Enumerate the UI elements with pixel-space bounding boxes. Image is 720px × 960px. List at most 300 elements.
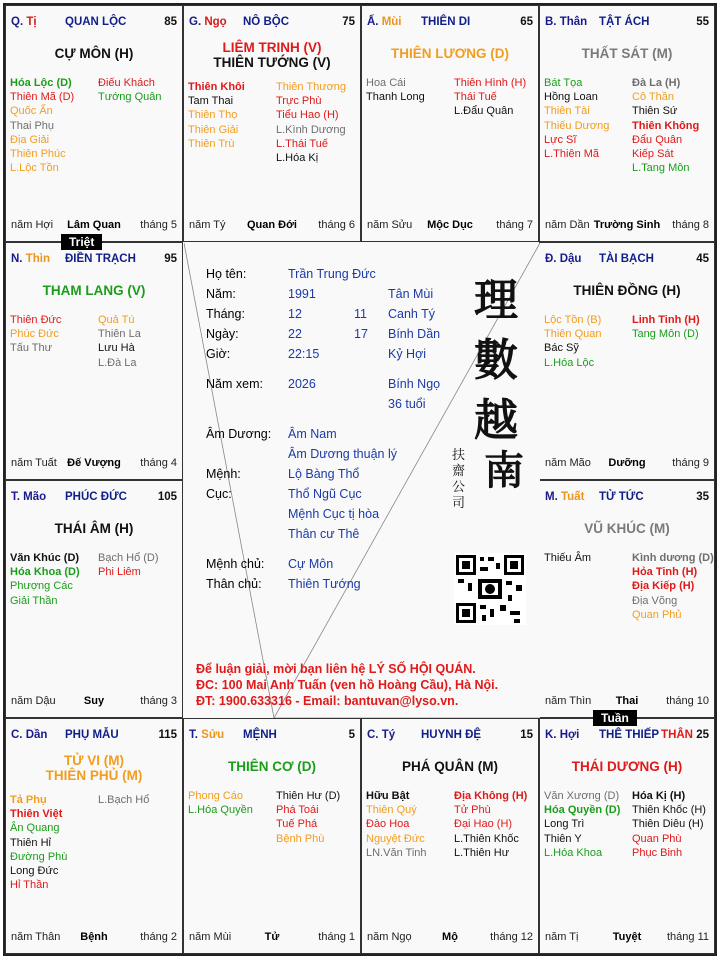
palace-header — [189, 16, 355, 30]
palace-chi: Tuất — [557, 491, 585, 503]
value-cuc: Thổ Ngũ Cục — [288, 487, 362, 501]
palace-footer — [545, 457, 709, 470]
palace-year: năm Tý — [189, 219, 226, 231]
palace-no-boc[interactable] — [183, 5, 361, 242]
minor-star: Tiểu Hao (H) — [276, 109, 339, 122]
palace-month: tháng 3 — [140, 695, 177, 707]
star-column-left — [188, 789, 253, 817]
palace-can: N. — [11, 253, 23, 265]
calligraphy-char-2: 數 — [474, 335, 518, 386]
palace-header — [545, 729, 709, 743]
palace-stage: Quan Đới — [247, 219, 297, 231]
minor-star: Hoa Cái — [366, 77, 406, 89]
minor-star: L.Hóa Khoa — [544, 846, 603, 859]
minor-star: Quan Phủ — [632, 608, 682, 621]
palace-name: THIÊN DI — [421, 16, 471, 28]
minor-star: Hóa Kị (H) — [632, 790, 686, 802]
palace-number: 115 — [158, 729, 177, 741]
palace-name: MỆNH — [243, 729, 277, 741]
value-tuoi: 36 tuổi — [388, 397, 426, 411]
palace-number: 55 — [696, 16, 709, 28]
minor-star: Thiên Mã (D) — [10, 91, 75, 104]
star-column-right — [454, 76, 526, 119]
palace-footer — [11, 457, 177, 470]
main-star: THAM LANG (V) — [42, 283, 146, 298]
palace-number: 45 — [696, 253, 709, 265]
palace-header — [367, 729, 533, 743]
palace-header — [11, 16, 177, 30]
palace-month: tháng 12 — [490, 931, 533, 943]
palace-can: Ấ. — [367, 16, 379, 28]
palace-quan-loc[interactable] — [5, 5, 183, 242]
minor-star: Thiên Diêu (H) — [632, 818, 704, 831]
minor-star: Bạch Hổ (D) — [98, 552, 159, 564]
palace-the-thiep[interactable] — [539, 718, 715, 954]
palace-can: G. — [189, 16, 202, 28]
star-column-right — [632, 76, 699, 175]
palace-phu-mau[interactable] — [5, 718, 183, 954]
minor-star: Hỉ Thần — [10, 879, 49, 892]
label-ngay: Ngày: — [206, 327, 239, 341]
palace-year: năm Tị — [545, 931, 579, 943]
minor-star: L.Thiên Hư — [454, 846, 510, 859]
value-am-duong: Âm Nam — [288, 427, 337, 441]
minor-star: Thiên Không — [632, 119, 700, 132]
minor-star: Thiên Quý — [366, 804, 417, 817]
star-column-right — [276, 80, 346, 165]
minor-star: Lực Sĩ — [544, 133, 577, 146]
minor-star: Hữu Bật — [366, 790, 410, 802]
label-gio: Giờ: — [206, 347, 231, 361]
value-gio: 22:15 — [288, 347, 320, 361]
minor-star: Tam Thai — [188, 95, 234, 108]
palace-header — [189, 729, 355, 743]
minor-star: Thiên Y — [544, 832, 582, 845]
label-nam-xem: Năm xem: — [206, 377, 263, 391]
palace-stage: Lâm Quan — [67, 219, 121, 231]
minor-star: Địa Không (H) — [454, 790, 528, 802]
palace-header — [11, 253, 177, 267]
palace-thien-di[interactable] — [361, 5, 539, 242]
minor-star: Hóa Quyền (D) — [544, 804, 621, 817]
palace-name: TÀI BẠCH — [599, 253, 654, 265]
seal-small-text: 扶 齋 公 司 — [452, 448, 466, 511]
minor-star: Đẩu Quân — [632, 133, 683, 146]
contact-note-1: Để luận giải, mời bạn liên hệ LÝ SỐ HỘI QUÁN. — [196, 662, 476, 676]
palace-name: PHÚC ĐỨC — [65, 491, 127, 503]
value-menh-chu: Cự Môn — [288, 557, 334, 571]
value-than-chu: Thiên Tướng — [288, 577, 361, 591]
palace-footer — [545, 695, 709, 708]
calligraphy-char-4: 南 — [484, 447, 524, 494]
palace-year: năm Dần — [545, 219, 590, 231]
palace-name: TỬ TỨC — [599, 491, 644, 503]
palace-number: 75 — [342, 16, 355, 28]
palace-stage: Trường Sinh — [593, 219, 661, 231]
value-thang-am: 11 — [354, 307, 367, 321]
palace-footer — [367, 931, 533, 944]
qr-code-icon — [454, 553, 526, 625]
minor-star: Hóa Khoa (D) — [10, 566, 80, 579]
palace-stage: Thai — [615, 695, 639, 707]
palace-can: C. — [11, 729, 23, 741]
palace-header — [545, 491, 709, 505]
minor-star: Thái Tuế — [454, 91, 497, 104]
palace-stage: Tuyệt — [612, 931, 642, 943]
star-column-left — [544, 551, 591, 565]
tuan-tag: Tuần — [593, 710, 637, 726]
palace-number: 65 — [520, 16, 533, 28]
minor-star: Phục Binh — [632, 846, 683, 859]
palace-tu-tuc[interactable] — [539, 480, 715, 718]
palace-footer — [545, 931, 709, 944]
palace-year: năm Sửu — [367, 219, 413, 231]
value-ngay: 22 — [288, 327, 302, 341]
palace-name: QUAN LỘC — [65, 16, 127, 28]
minor-star: Nguyệt Đức — [366, 832, 425, 845]
minor-star: Tang Môn (D) — [632, 328, 699, 341]
palace-chi: Thân — [556, 16, 588, 28]
palace-year: năm Mùi — [189, 931, 232, 943]
palace-year: năm Tuất — [11, 457, 57, 469]
minor-star: Tấu Thư — [10, 342, 53, 355]
star-column-left — [10, 76, 74, 175]
minor-star: L.Lộc Tồn — [10, 162, 59, 175]
center-info-panel — [184, 243, 540, 718]
star-column-left — [544, 76, 609, 161]
minor-star: Thai Phụ — [10, 119, 55, 132]
minor-star: Kiếp Sát — [632, 147, 674, 160]
minor-star: Thiên Hư (D) — [276, 790, 341, 802]
minor-star: Long Trì — [544, 818, 585, 831]
palace-dien-trach[interactable] — [5, 242, 183, 480]
palace-stage: Dưỡng — [608, 457, 646, 469]
minor-star: Đà La (H) — [632, 77, 681, 89]
tuvi-chart — [3, 3, 717, 956]
palace-stage: Đế Vượng — [67, 457, 121, 469]
palace-chi: Dậu — [556, 253, 582, 265]
main-star: CỰ MÔN (H) — [54, 46, 134, 61]
palace-number: 85 — [164, 16, 177, 28]
value-ho-ten: Trần Trung Đức — [288, 267, 376, 281]
minor-star: Thiên Tài — [544, 105, 590, 118]
star-column-right — [98, 793, 149, 807]
palace-month: tháng 10 — [666, 695, 709, 707]
minor-star: L.Hóa Lộc — [544, 356, 595, 369]
palace-footer — [11, 931, 177, 944]
minor-star: Quan Phù — [632, 832, 682, 845]
palace-number: 5 — [348, 729, 355, 741]
minor-star: Ân Quang — [10, 822, 60, 835]
value-gio-can-chi: Kỷ Hợi — [388, 347, 427, 361]
value-ngay-can-chi: Bính Dần — [388, 327, 441, 341]
palace-can: M. — [545, 491, 558, 503]
minor-star: Hỏa Tinh (H) — [632, 566, 698, 579]
palace-chi: Thìn — [22, 253, 50, 265]
minor-star: L.Tang Môn — [632, 162, 690, 175]
minor-star: Giải Thần — [10, 594, 58, 607]
star-column-right — [454, 789, 527, 860]
minor-star: Phi Liêm — [98, 566, 141, 579]
main-star: THIÊN ĐỒNG (H) — [573, 283, 681, 298]
palace-name: TẬT ÁCH — [599, 16, 650, 28]
minor-star: Thanh Long — [366, 91, 425, 104]
palace-name: NÔ BỘC — [243, 16, 289, 28]
star-column-right — [276, 789, 340, 846]
palace-chi: Hợi — [556, 729, 580, 741]
minor-star: Địa Giải — [10, 133, 50, 146]
star-column-left — [366, 76, 425, 104]
minor-star: L.Kình Dương — [276, 123, 346, 136]
palace-chi: Sửu — [197, 729, 225, 741]
palace-tai-bach[interactable] — [539, 242, 715, 480]
minor-star: Lưu Hà — [98, 342, 135, 355]
palace-month: tháng 4 — [140, 457, 177, 469]
minor-star: Địa Võng — [632, 594, 678, 607]
star-column-right — [632, 313, 700, 341]
palace-can: Đ. — [545, 253, 557, 265]
palace-can: Q. — [11, 16, 24, 28]
minor-star: Thiên Thọ — [188, 109, 238, 122]
minor-star: L.Thái Tuế — [276, 137, 328, 150]
main-star: VŨ KHÚC (M) — [584, 521, 670, 536]
label-menh: Mệnh: — [206, 467, 241, 481]
minor-star: Cô Thần — [632, 91, 674, 104]
minor-star: Long Đức — [10, 864, 59, 877]
palace-can: K. — [545, 729, 557, 741]
main-star: THIÊN TƯỚNG (V) — [213, 55, 331, 70]
star-column-right — [98, 76, 162, 104]
minor-star: L.Hóa Kị — [276, 151, 319, 164]
palace-chi: Tý — [378, 729, 396, 741]
minor-star: Thiên Quan — [544, 328, 602, 341]
minor-star: Đường Phù — [10, 850, 68, 863]
palace-year: năm Mão — [545, 457, 591, 469]
palace-stage: Mộc Dục — [427, 219, 473, 231]
minor-star: Đào Hoa — [366, 818, 410, 831]
value-am-duong-2: Âm Dương thuận lý — [288, 447, 397, 461]
calligraphy-char-1: 理 — [474, 275, 518, 326]
palace-can: T. — [11, 491, 20, 503]
palace-menh[interactable] — [183, 718, 361, 954]
minor-star: Thiên Hỉ — [10, 836, 51, 849]
main-star: THẤT SÁT (M) — [581, 46, 673, 61]
minor-star: Thiên Thương — [276, 81, 347, 93]
value-cuc-3: Thân cư Thê — [288, 527, 360, 541]
contact-note-2: ĐC: 100 Mai Anh Tuấn (ven hồ Hoàng Cầu), Hà Nội. — [196, 678, 499, 692]
minor-star: Phong Cáo — [188, 790, 244, 802]
main-star: THÁI DƯƠNG (H) — [571, 759, 683, 774]
minor-star: Kình dương (D) — [632, 552, 714, 564]
star-column-right — [632, 551, 714, 622]
palace-name: HUYNH ĐỆ — [421, 729, 482, 741]
palace-footer — [11, 219, 177, 232]
star-column-right — [98, 313, 141, 370]
palace-header — [367, 16, 533, 30]
minor-star: Điếu Khách — [98, 77, 155, 89]
minor-star: Thiên Phúc — [10, 147, 66, 160]
minor-star: Thiên Trù — [188, 137, 235, 150]
minor-star: Thiên Đức — [10, 314, 62, 326]
minor-star: Văn Khúc (D) — [10, 552, 80, 564]
palace-phuc-duc[interactable] — [5, 480, 183, 718]
value-nam: 1991 — [288, 287, 316, 301]
minor-star: Tả Phụ — [10, 794, 47, 806]
minor-star: Địa Kiếp (H) — [632, 580, 695, 593]
minor-star: Thiên Việt — [10, 808, 63, 821]
star-column-right — [98, 551, 159, 579]
minor-star: Bát Tọa — [544, 77, 583, 89]
palace-can: B. — [545, 16, 557, 28]
than-marker: THÂN — [661, 729, 693, 741]
palace-footer — [189, 931, 355, 944]
minor-star: L.Đà La — [98, 356, 137, 369]
palace-year: năm Ngọ — [367, 931, 412, 943]
minor-star: Tướng Quân — [98, 91, 162, 104]
palace-stage: Mộ — [442, 931, 458, 943]
palace-year: năm Dậu — [11, 695, 56, 707]
palace-year: năm Thân — [11, 931, 61, 943]
star-column-left — [366, 789, 427, 860]
value-nam-xem: 2026 — [288, 377, 316, 391]
palace-month: tháng 9 — [672, 457, 709, 469]
palace-number: 15 — [520, 729, 533, 741]
palace-stage: Bệnh — [80, 931, 108, 943]
palace-footer — [189, 219, 355, 232]
minor-star: Thiên Sứ — [632, 105, 678, 118]
minor-star: Thiên Khốc (H) — [632, 804, 706, 817]
label-ho-ten: Họ tên: — [206, 267, 247, 281]
palace-stage: Tử — [264, 931, 280, 943]
minor-star: L.Bạch Hổ — [98, 794, 150, 806]
palace-number: 105 — [157, 491, 177, 503]
main-star: THIÊN LƯƠNG (D) — [391, 46, 509, 61]
palace-month: tháng 5 — [140, 219, 177, 231]
main-star: THÁI ÂM (H) — [54, 521, 134, 536]
main-star: TỬ VI (M) — [64, 753, 124, 768]
value-cuc-2: Mệnh Cục tị hòa — [288, 507, 380, 521]
label-menh-chu: Mệnh chủ: — [206, 557, 265, 571]
palace-number: 25 — [696, 729, 709, 741]
palace-header — [545, 16, 709, 30]
palace-name: PHỤ MẪU — [65, 729, 119, 741]
triet-tag: Triệt — [61, 234, 102, 250]
minor-star: Bệnh Phù — [276, 832, 325, 845]
palace-month: tháng 11 — [666, 931, 709, 943]
palace-chi: Mão — [19, 491, 47, 503]
minor-star: Thiên Khôi — [188, 81, 245, 93]
minor-star: Hồng Loan — [544, 91, 598, 104]
minor-star: Thiên La — [98, 328, 141, 341]
minor-star: Phúc Đức — [10, 328, 59, 341]
palace-footer — [545, 219, 709, 232]
palace-month: tháng 1 — [318, 931, 355, 943]
minor-star: Phá Toái — [276, 804, 319, 817]
minor-star: Lộc Tồn (B) — [544, 314, 602, 326]
label-cuc: Cục: — [206, 487, 232, 501]
minor-star: Hóa Lộc (D) — [10, 77, 72, 89]
minor-star: Tử Phù — [454, 804, 491, 817]
palace-name: ĐIỀN TRẠCH — [65, 253, 136, 265]
palace-chi: Dần — [22, 729, 48, 741]
minor-star: Thiên Hình (H) — [454, 77, 527, 89]
minor-star: Thiếu Dương — [544, 119, 610, 132]
star-column-left — [188, 80, 245, 151]
star-column-left — [10, 793, 67, 892]
palace-name: THÊ THIẾP — [599, 729, 660, 741]
palace-tat-ach[interactable] — [539, 5, 715, 242]
minor-star: Tuế Phá — [276, 818, 318, 831]
palace-can: T. — [189, 729, 198, 741]
minor-star: Quốc Ấn — [10, 105, 53, 118]
value-nam-xem-can-chi: Bính Ngọ — [388, 377, 441, 391]
palace-number: 35 — [696, 491, 709, 503]
palace-header — [545, 253, 709, 267]
minor-star: Linh Tinh (H) — [632, 314, 700, 326]
minor-star: Phượng Các — [10, 580, 73, 593]
value-ngay-am: 17 — [354, 327, 368, 341]
main-star: THIÊN PHỦ (M) — [45, 768, 143, 783]
minor-star: LN.Văn Tinh — [366, 846, 427, 859]
palace-year: năm Thìn — [545, 695, 592, 707]
palace-year: năm Hợi — [11, 219, 54, 231]
palace-number: 95 — [164, 253, 177, 265]
minor-star: Thiên Giải — [188, 123, 239, 136]
palace-huynh-de[interactable] — [361, 718, 539, 954]
value-thang: 12 — [288, 307, 302, 321]
palace-chi: Tị — [23, 16, 37, 28]
minor-star: Thiếu Âm — [544, 552, 592, 564]
palace-header — [11, 491, 177, 505]
value-menh: Lộ Bàng Thổ — [288, 467, 360, 481]
palace-stage: Suy — [83, 695, 105, 707]
palace-month: tháng 8 — [672, 219, 709, 231]
minor-star: L.Hóa Quyền — [188, 804, 253, 817]
minor-star: Quả Tú — [98, 314, 135, 326]
minor-star: L.Thiên Mã — [544, 147, 600, 160]
minor-star: L.Thiên Khốc — [454, 832, 519, 845]
value-thang-can-chi: Canh Tý — [388, 307, 436, 321]
palace-month: tháng 2 — [140, 931, 177, 943]
calligraphy-char-3: 越 — [474, 395, 518, 446]
palace-can: C. — [367, 729, 379, 741]
star-column-left — [544, 313, 601, 370]
main-star: THIÊN CƠ (D) — [227, 759, 316, 774]
minor-star: Đại Hao (H) — [454, 818, 513, 831]
star-column-left — [544, 789, 620, 860]
palace-chi: Mùi — [378, 16, 402, 28]
minor-star: L.Đẩu Quân — [454, 105, 514, 118]
minor-star: Văn Xương (D) — [544, 790, 620, 802]
main-star: PHÁ QUÂN (M) — [402, 759, 498, 774]
minor-star: Trực Phù — [276, 95, 322, 108]
label-than-chu: Thân chủ: — [206, 577, 262, 591]
star-column-left — [10, 313, 61, 356]
main-star: LIÊM TRINH (V) — [222, 40, 322, 55]
palace-footer — [11, 695, 177, 708]
contact-note-3: ĐT: 1900.633316 - Email: bantuvan@lyso.vn. — [196, 694, 459, 708]
palace-chi: Ngọ — [201, 16, 227, 28]
label-thang: Tháng: — [206, 307, 245, 321]
value-nam-can-chi: Tân Mùi — [388, 287, 434, 301]
label-nam: Năm: — [206, 287, 236, 301]
star-column-left — [10, 551, 80, 608]
star-column-right — [632, 789, 706, 860]
label-am-duong: Âm Dương: — [206, 427, 272, 441]
palace-footer — [367, 219, 533, 232]
palace-month: tháng 6 — [318, 219, 355, 231]
minor-star: Bác Sỹ — [544, 342, 579, 355]
